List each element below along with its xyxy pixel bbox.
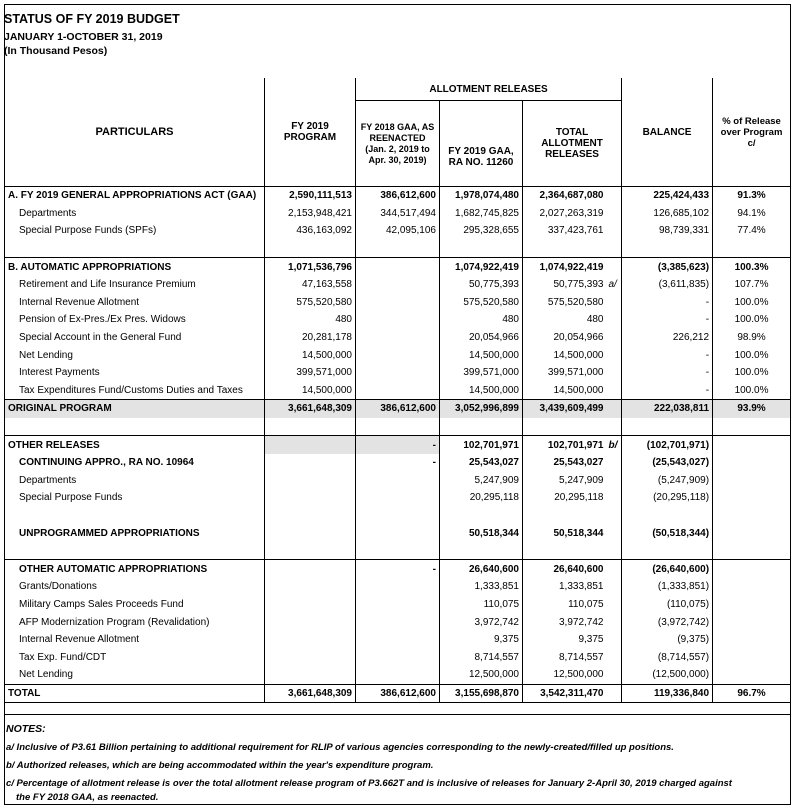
table-row bbox=[5, 596, 791, 614]
col-total: TOTAL ALLOTMENT RELEASES bbox=[523, 101, 622, 187]
note-cell bbox=[607, 631, 622, 649]
notes-heading: NOTES: bbox=[6, 723, 46, 735]
total-cell: 2,027,263,319 bbox=[523, 205, 607, 223]
row-label: Internal Revenue Allotment bbox=[5, 631, 265, 649]
gaa2019-cell: 3,155,698,870 bbox=[440, 684, 523, 703]
program-cell bbox=[265, 436, 356, 454]
col-balance: BALANCE bbox=[622, 78, 713, 187]
table-row bbox=[5, 472, 791, 490]
table-row bbox=[5, 294, 791, 312]
row-label: Special Account in the General Fund bbox=[5, 329, 265, 347]
balance-cell: (9,375) bbox=[622, 631, 713, 649]
total-cell: 14,500,000 bbox=[523, 382, 607, 400]
pct-cell bbox=[713, 578, 791, 596]
spacer-cell bbox=[607, 542, 622, 560]
note-cell bbox=[607, 613, 622, 631]
spacer-cell bbox=[5, 240, 265, 258]
row-label: Net Lending bbox=[5, 346, 265, 364]
pct-cell bbox=[713, 454, 791, 472]
gaa2019-cell: 25,543,027 bbox=[440, 454, 523, 472]
row-label: TOTAL bbox=[5, 684, 265, 703]
program-cell: 2,153,948,421 bbox=[265, 205, 356, 223]
gaa2018-cell bbox=[356, 578, 440, 596]
total-cell: 20,054,966 bbox=[523, 329, 607, 347]
total-cell: 3,972,742 bbox=[523, 613, 607, 631]
gaa2018-cell: - bbox=[356, 560, 440, 578]
total-cell: 12,500,000 bbox=[523, 666, 607, 684]
row-label: B. AUTOMATIC APPROPRIATIONS bbox=[5, 258, 265, 276]
table-row bbox=[5, 311, 791, 329]
row-label: Internal Revenue Allotment bbox=[5, 294, 265, 312]
table-row bbox=[5, 648, 791, 666]
row-label: AFP Modernization Program (Revalidation) bbox=[5, 613, 265, 631]
notes-divider bbox=[4, 714, 790, 715]
row-label: Special Purpose Funds bbox=[5, 489, 265, 507]
spacer-cell bbox=[356, 418, 440, 436]
total-cell: 8,714,557 bbox=[523, 648, 607, 666]
program-cell bbox=[265, 454, 356, 472]
pct-cell bbox=[713, 489, 791, 507]
spacer-row bbox=[5, 507, 791, 525]
balance-cell: - bbox=[622, 311, 713, 329]
balance-cell: - bbox=[622, 294, 713, 312]
pct-cell: 100.0% bbox=[713, 294, 791, 312]
report-period: JANUARY 1-OCTOBER 31, 2019 bbox=[4, 31, 163, 43]
gaa2018-cell bbox=[356, 524, 440, 542]
program-cell: 47,163,558 bbox=[265, 276, 356, 294]
balance-cell: 126,685,102 bbox=[622, 205, 713, 223]
gaa2018-cell: - bbox=[356, 454, 440, 472]
note-cell bbox=[607, 346, 622, 364]
note-cell bbox=[607, 258, 622, 276]
spacer-cell bbox=[607, 418, 622, 436]
program-cell bbox=[265, 524, 356, 542]
spacer-cell bbox=[440, 418, 523, 436]
gaa2019-cell: 102,701,971 bbox=[440, 436, 523, 454]
note-cell bbox=[607, 205, 622, 223]
row-label: Grants/Donations bbox=[5, 578, 265, 596]
total-cell: 5,247,909 bbox=[523, 472, 607, 490]
program-cell: 2,590,111,513 bbox=[265, 187, 356, 205]
pct-cell: 100.0% bbox=[713, 311, 791, 329]
spacer-row bbox=[5, 240, 791, 258]
note-cell bbox=[607, 524, 622, 542]
spacer-cell bbox=[713, 507, 791, 525]
gaa2019-cell: 399,571,000 bbox=[440, 364, 523, 382]
total-cell: 337,423,761 bbox=[523, 222, 607, 240]
program-cell: 20,281,178 bbox=[265, 329, 356, 347]
row-label: Pension of Ex-Pres./Ex Pres. Widows bbox=[5, 311, 265, 329]
note-cell: a/ bbox=[607, 276, 622, 294]
spacer-cell bbox=[523, 418, 607, 436]
table-row bbox=[5, 454, 791, 472]
total-cell: 399,571,000 bbox=[523, 364, 607, 382]
pct-cell bbox=[713, 596, 791, 614]
spacer-cell bbox=[607, 240, 622, 258]
row-label: Interest Payments bbox=[5, 364, 265, 382]
program-cell: 14,500,000 bbox=[265, 346, 356, 364]
gaa2019-cell: 1,978,074,480 bbox=[440, 187, 523, 205]
balance-cell: (12,500,000) bbox=[622, 666, 713, 684]
gaa2019-cell: 3,052,996,899 bbox=[440, 400, 523, 418]
row-label: ORIGINAL PROGRAM bbox=[5, 400, 265, 418]
table-row bbox=[5, 666, 791, 684]
gaa2019-cell: 1,682,745,825 bbox=[440, 205, 523, 223]
total-cell: 26,640,600 bbox=[523, 560, 607, 578]
total-cell: 102,701,971 bbox=[523, 436, 607, 454]
table-row bbox=[5, 436, 791, 454]
spacer-cell bbox=[265, 507, 356, 525]
program-cell bbox=[265, 560, 356, 578]
program-cell bbox=[265, 489, 356, 507]
gaa2019-cell: 50,518,344 bbox=[440, 524, 523, 542]
note-cell bbox=[607, 329, 622, 347]
col-pct-note: c/ bbox=[747, 137, 756, 149]
spacer-cell bbox=[622, 418, 713, 436]
table-row bbox=[5, 222, 791, 240]
pct-cell: 93.9% bbox=[713, 400, 791, 418]
col-gaa2018-label: FY 2018 GAA, AS REENACTED bbox=[360, 121, 435, 143]
spacer-cell bbox=[713, 418, 791, 436]
program-cell: 480 bbox=[265, 311, 356, 329]
gaa2019-cell: 14,500,000 bbox=[440, 346, 523, 364]
pct-cell: 77.4% bbox=[713, 222, 791, 240]
gaa2019-cell: 14,500,000 bbox=[440, 382, 523, 400]
col-gaa2018 bbox=[356, 101, 440, 187]
note-cell bbox=[607, 684, 622, 703]
spacer-cell bbox=[713, 542, 791, 560]
program-cell: 14,500,000 bbox=[265, 382, 356, 400]
table-row bbox=[5, 489, 791, 507]
table-row bbox=[5, 400, 791, 418]
spacer-cell bbox=[622, 240, 713, 258]
table-row bbox=[5, 631, 791, 649]
gaa2018-cell: 386,612,600 bbox=[356, 684, 440, 703]
pct-cell bbox=[713, 560, 791, 578]
gaa2018-cell bbox=[356, 489, 440, 507]
note-cell bbox=[607, 666, 622, 684]
balance-cell: 222,038,811 bbox=[622, 400, 713, 418]
spacer-cell bbox=[713, 240, 791, 258]
table-row bbox=[5, 578, 791, 596]
balance-cell: - bbox=[622, 346, 713, 364]
spacer-cell bbox=[622, 542, 713, 560]
program-cell: 399,571,000 bbox=[265, 364, 356, 382]
balance-cell: 225,424,433 bbox=[622, 187, 713, 205]
balance-cell: (5,247,909) bbox=[622, 472, 713, 490]
note-cell bbox=[607, 489, 622, 507]
total-cell: 1,333,851 bbox=[523, 578, 607, 596]
gaa2018-cell bbox=[356, 329, 440, 347]
gaa2018-cell bbox=[356, 666, 440, 684]
gaa2019-cell: 9,375 bbox=[440, 631, 523, 649]
table-row bbox=[5, 524, 791, 542]
spacer-cell bbox=[265, 418, 356, 436]
pct-cell bbox=[713, 524, 791, 542]
total-cell: 3,439,609,499 bbox=[523, 400, 607, 418]
row-label: Special Purpose Funds (SPFs) bbox=[5, 222, 265, 240]
spacer-row bbox=[5, 542, 791, 560]
balance-cell: (25,543,027) bbox=[622, 454, 713, 472]
spacer-cell bbox=[5, 507, 265, 525]
program-cell bbox=[265, 596, 356, 614]
spacer-row bbox=[5, 418, 791, 436]
gaa2018-cell: 386,612,600 bbox=[356, 187, 440, 205]
col-allotment-releases: ALLOTMENT RELEASES bbox=[356, 78, 622, 101]
row-label: UNPROGRAMMED APPROPRIATIONS bbox=[5, 524, 265, 542]
program-cell bbox=[265, 578, 356, 596]
gaa2018-cell bbox=[356, 472, 440, 490]
row-label: Departments bbox=[5, 472, 265, 490]
note-cell bbox=[607, 472, 622, 490]
gaa2018-cell: - bbox=[356, 436, 440, 454]
gaa2018-cell bbox=[356, 346, 440, 364]
gaa2018-cell bbox=[356, 648, 440, 666]
balance-cell: (110,075) bbox=[622, 596, 713, 614]
spacer-cell bbox=[440, 507, 523, 525]
gaa2019-cell: 575,520,580 bbox=[440, 294, 523, 312]
total-cell: 480 bbox=[523, 311, 607, 329]
table-row bbox=[5, 364, 791, 382]
total-cell: 9,375 bbox=[523, 631, 607, 649]
col-gaa2019: FY 2019 GAA, RA NO. 11260 bbox=[440, 101, 523, 187]
note-cell bbox=[607, 596, 622, 614]
row-label: Departments bbox=[5, 205, 265, 223]
balance-cell: (102,701,971) bbox=[622, 436, 713, 454]
gaa2018-cell: 42,095,106 bbox=[356, 222, 440, 240]
note-cell bbox=[607, 222, 622, 240]
note-cell bbox=[607, 454, 622, 472]
row-label: CONTINUING APPRO., RA NO. 10964 bbox=[5, 454, 265, 472]
program-cell bbox=[265, 648, 356, 666]
balance-cell: (50,518,344) bbox=[622, 524, 713, 542]
note-c: c/ Percentage of allotment release is over the total allotment release program of P3.662T and is inclusive of releases for January 2-April 30, 2019 charged against bbox=[6, 778, 732, 789]
pct-cell bbox=[713, 472, 791, 490]
gaa2019-cell: 50,775,393 bbox=[440, 276, 523, 294]
pct-cell: 100.0% bbox=[713, 382, 791, 400]
pct-cell: 107.7% bbox=[713, 276, 791, 294]
row-label: A. FY 2019 GENERAL APPROPRIATIONS ACT (GAA) bbox=[5, 187, 265, 205]
gaa2018-cell bbox=[356, 311, 440, 329]
gaa2018-cell: 386,612,600 bbox=[356, 400, 440, 418]
gaa2019-cell: 5,247,909 bbox=[440, 472, 523, 490]
table-row bbox=[5, 382, 791, 400]
row-label: Retirement and Life Insurance Premium bbox=[5, 276, 265, 294]
gaa2019-cell: 480 bbox=[440, 311, 523, 329]
spacer-cell bbox=[523, 542, 607, 560]
gaa2018-cell bbox=[356, 364, 440, 382]
gaa2018-cell bbox=[356, 258, 440, 276]
program-cell: 436,163,092 bbox=[265, 222, 356, 240]
pct-cell: 98.9% bbox=[713, 329, 791, 347]
table-row bbox=[5, 276, 791, 294]
pct-cell bbox=[713, 648, 791, 666]
balance-cell: (26,640,600) bbox=[622, 560, 713, 578]
pct-cell bbox=[713, 613, 791, 631]
spacer-cell bbox=[5, 542, 265, 560]
spacer-cell bbox=[607, 507, 622, 525]
note-c-cont: the FY 2018 GAA, as reenacted. bbox=[16, 792, 159, 803]
table-row bbox=[5, 684, 791, 703]
note-cell bbox=[607, 187, 622, 205]
total-cell: 575,520,580 bbox=[523, 294, 607, 312]
table-row bbox=[5, 205, 791, 223]
pct-cell: 100.3% bbox=[713, 258, 791, 276]
spacer-cell bbox=[265, 240, 356, 258]
note-cell bbox=[607, 400, 622, 418]
report-unit: (In Thousand Pesos) bbox=[4, 45, 108, 57]
table-row bbox=[5, 560, 791, 578]
program-cell bbox=[265, 631, 356, 649]
report-title: STATUS OF FY 2019 BUDGET bbox=[4, 12, 180, 26]
balance-cell: - bbox=[622, 364, 713, 382]
gaa2019-cell: 20,054,966 bbox=[440, 329, 523, 347]
balance-cell: - bbox=[622, 382, 713, 400]
balance-cell: (3,385,623) bbox=[622, 258, 713, 276]
gaa2019-cell: 3,972,742 bbox=[440, 613, 523, 631]
row-label: OTHER RELEASES bbox=[5, 436, 265, 454]
row-label: OTHER AUTOMATIC APPROPRIATIONS bbox=[5, 560, 265, 578]
note-cell bbox=[607, 294, 622, 312]
total-cell: 1,074,922,419 bbox=[523, 258, 607, 276]
gaa2019-cell: 12,500,000 bbox=[440, 666, 523, 684]
note-a: a/ Inclusive of P3.61 Billion pertaining to additional requirement for RLIP of various agencies corresponding to the newly-created/filled up positions. bbox=[6, 742, 674, 753]
program-cell: 575,520,580 bbox=[265, 294, 356, 312]
gaa2019-cell: 26,640,600 bbox=[440, 560, 523, 578]
table-row bbox=[5, 258, 791, 276]
pct-cell: 91.3% bbox=[713, 187, 791, 205]
program-cell bbox=[265, 472, 356, 490]
pct-cell bbox=[713, 631, 791, 649]
program-cell bbox=[265, 613, 356, 631]
spacer-cell bbox=[523, 507, 607, 525]
spacer-cell bbox=[440, 542, 523, 560]
col-pct bbox=[713, 78, 791, 187]
note-cell bbox=[607, 578, 622, 596]
balance-cell: (3,611,835) bbox=[622, 276, 713, 294]
gaa2019-cell: 1,074,922,419 bbox=[440, 258, 523, 276]
balance-cell: (1,333,851) bbox=[622, 578, 713, 596]
note-cell: b/ bbox=[607, 436, 622, 454]
col-pct-label: % of Release over Program bbox=[720, 115, 783, 138]
program-cell: 3,661,648,309 bbox=[265, 400, 356, 418]
gaa2018-cell bbox=[356, 596, 440, 614]
gaa2018-cell bbox=[356, 276, 440, 294]
pct-cell bbox=[713, 436, 791, 454]
spacer-cell bbox=[5, 418, 265, 436]
row-label: Tax Exp. Fund/CDT bbox=[5, 648, 265, 666]
col-gaa2018-sub: (Jan. 2, 2019 to Apr. 30, 2019) bbox=[365, 143, 430, 165]
note-cell bbox=[607, 364, 622, 382]
col-particulars: PARTICULARS bbox=[5, 78, 265, 187]
balance-cell: 119,336,840 bbox=[622, 684, 713, 703]
total-cell: 50,518,344 bbox=[523, 524, 607, 542]
total-cell: 50,775,393 bbox=[523, 276, 607, 294]
pct-cell: 100.0% bbox=[713, 346, 791, 364]
budget-table bbox=[4, 78, 791, 703]
balance-cell: 98,739,331 bbox=[622, 222, 713, 240]
pct-cell: 96.7% bbox=[713, 684, 791, 703]
total-cell: 25,543,027 bbox=[523, 454, 607, 472]
spacer-cell bbox=[440, 240, 523, 258]
gaa2018-cell: 344,517,494 bbox=[356, 205, 440, 223]
gaa2018-cell bbox=[356, 294, 440, 312]
pct-cell: 100.0% bbox=[713, 364, 791, 382]
total-cell: 20,295,118 bbox=[523, 489, 607, 507]
balance-cell: 226,212 bbox=[622, 329, 713, 347]
gaa2019-cell: 110,075 bbox=[440, 596, 523, 614]
spacer-cell bbox=[356, 542, 440, 560]
table-row bbox=[5, 613, 791, 631]
table-row bbox=[5, 187, 791, 205]
program-cell: 3,661,648,309 bbox=[265, 684, 356, 703]
gaa2019-cell: 295,328,655 bbox=[440, 222, 523, 240]
gaa2018-cell bbox=[356, 382, 440, 400]
pct-cell: 94.1% bbox=[713, 205, 791, 223]
note-cell bbox=[607, 382, 622, 400]
spacer-cell bbox=[622, 507, 713, 525]
note-cell bbox=[607, 311, 622, 329]
note-cell bbox=[607, 648, 622, 666]
gaa2018-cell bbox=[356, 613, 440, 631]
note-cell bbox=[607, 560, 622, 578]
program-cell: 1,071,536,796 bbox=[265, 258, 356, 276]
note-b: b/ Authorized releases, which are being accommodated within the year's expenditure program. bbox=[6, 760, 434, 771]
spacer-cell bbox=[265, 542, 356, 560]
total-cell: 110,075 bbox=[523, 596, 607, 614]
pct-cell bbox=[713, 666, 791, 684]
total-cell: 3,542,311,470 bbox=[523, 684, 607, 703]
row-label: Net Lending bbox=[5, 666, 265, 684]
spacer-cell bbox=[356, 240, 440, 258]
row-label: Military Camps Sales Proceeds Fund bbox=[5, 596, 265, 614]
balance-cell: (20,295,118) bbox=[622, 489, 713, 507]
row-label: Tax Expenditures Fund/Customs Duties and Taxes bbox=[5, 382, 265, 400]
table-row bbox=[5, 329, 791, 347]
gaa2019-cell: 1,333,851 bbox=[440, 578, 523, 596]
gaa2018-cell bbox=[356, 631, 440, 649]
gaa2019-cell: 20,295,118 bbox=[440, 489, 523, 507]
total-cell: 14,500,000 bbox=[523, 346, 607, 364]
gaa2019-cell: 8,714,557 bbox=[440, 648, 523, 666]
program-cell bbox=[265, 666, 356, 684]
spacer-cell bbox=[523, 240, 607, 258]
col-program: FY 2019 PROGRAM bbox=[265, 78, 356, 187]
table-row bbox=[5, 346, 791, 364]
balance-cell: (3,972,742) bbox=[622, 613, 713, 631]
spacer-cell bbox=[356, 507, 440, 525]
balance-cell: (8,714,557) bbox=[622, 648, 713, 666]
total-cell: 2,364,687,080 bbox=[523, 187, 607, 205]
